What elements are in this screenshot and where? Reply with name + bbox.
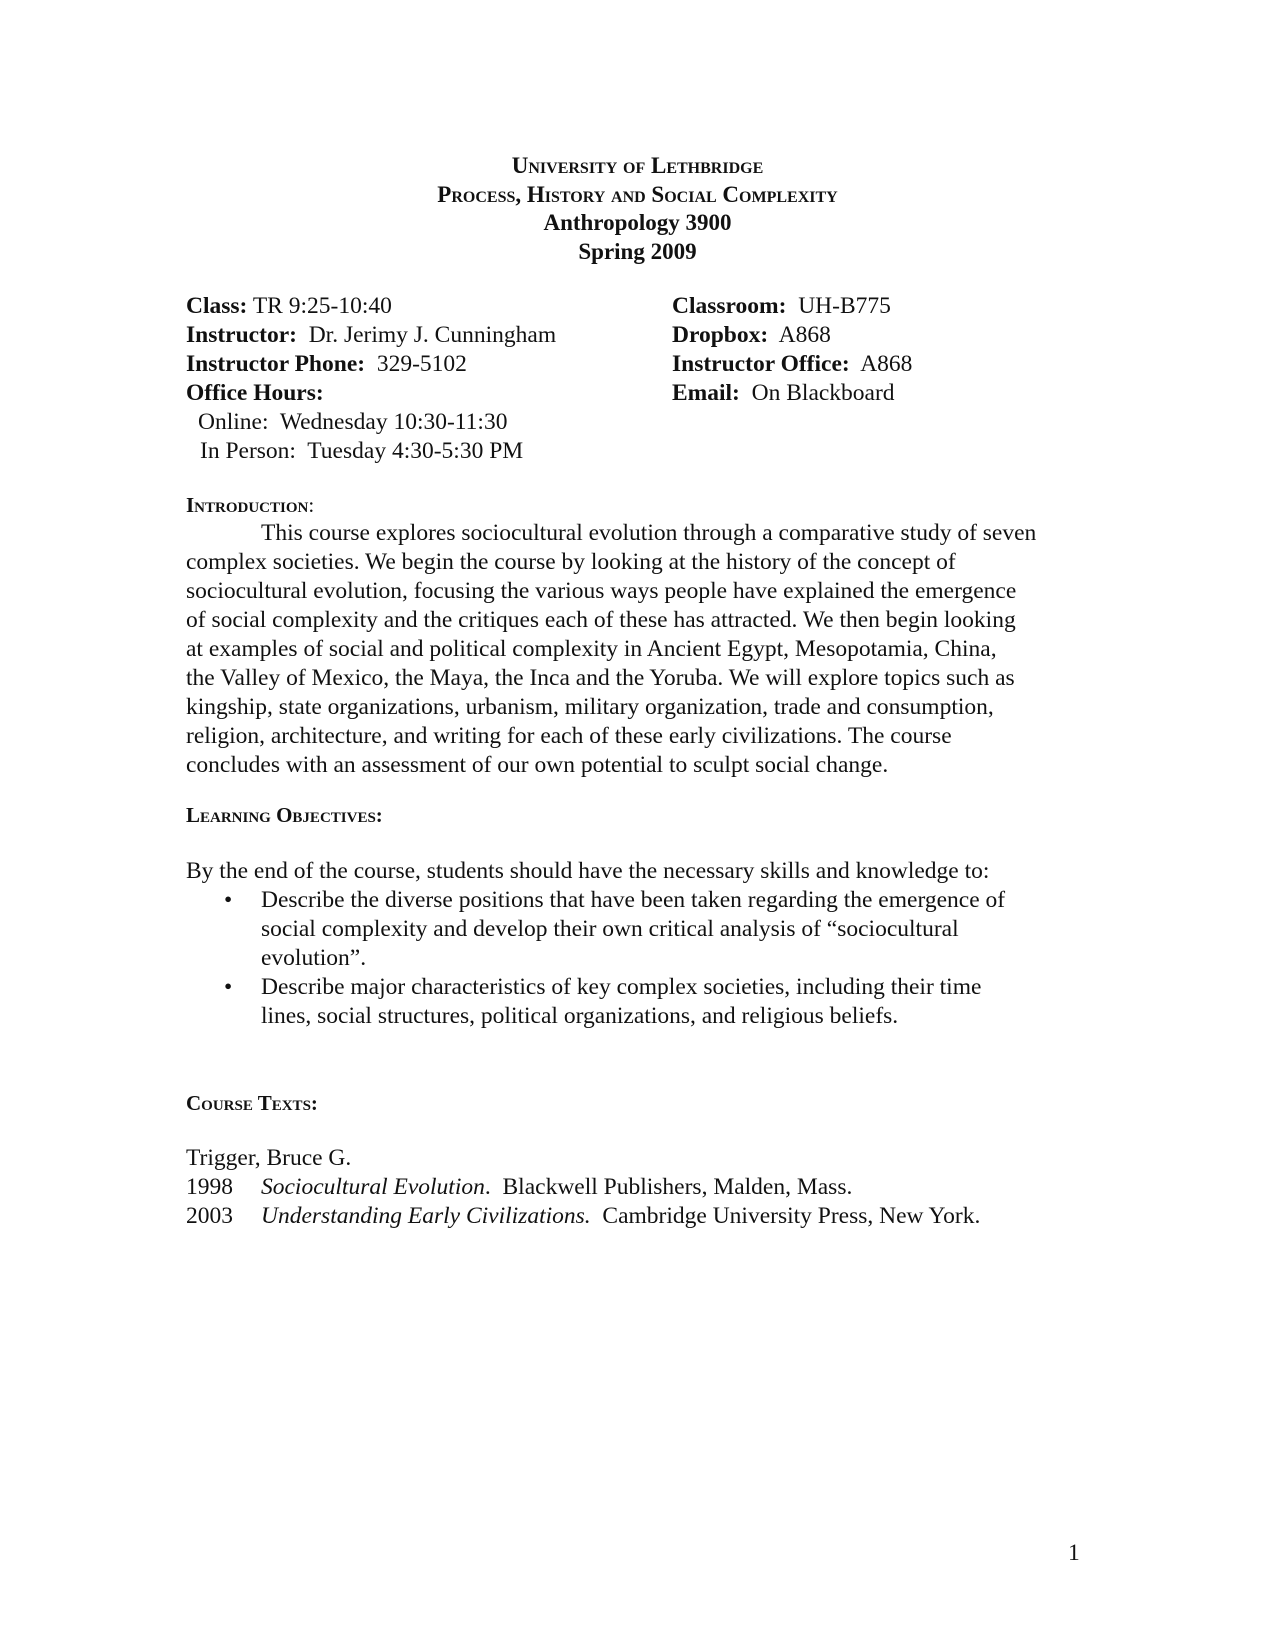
objective-line: social complexity and develop their own critical analysis of “sociocultural [261,916,959,942]
reference-entry [186,1173,980,1202]
online-hours-row [186,408,556,437]
instructor-office-value: A868 [860,351,913,377]
class-value: TR 9:25-10:40 [252,293,392,319]
learning-objectives-intro [186,857,1086,886]
introduction-heading [186,491,314,519]
class-row [186,292,556,321]
reference-title: Sociocultural Evolution [261,1174,485,1200]
in-person-label: In Person: [200,438,296,464]
bullet-icon: • [224,887,233,913]
course-info-left [186,292,556,466]
objectives-intro-text: By the end of the course, students should have the necessary skills and knowledge to: [186,858,990,884]
objective-line: Describe major characteristics of key complex societies, including their time [261,974,982,1000]
course-texts-heading: Course Texts: [186,1091,318,1115]
online-value: Wednesday 10:30-11:30 [279,409,508,435]
instructor-office-row [672,350,912,379]
office-hours-row [186,379,556,408]
learning-objectives-heading: Learning Objectives: [186,803,383,827]
reference-publisher: Blackwell Publishers, Malden, Mass. [490,1174,853,1200]
objective-line: lines, social structures, political organizations, and religious beliefs. [261,1003,899,1029]
email-value: On Blackboard [751,380,895,406]
course-info-right [672,292,912,408]
phone-row [186,350,556,379]
class-label: Class: [186,293,248,319]
learning-objectives-list [186,886,1086,1031]
instructor-label: Instructor: [186,322,297,348]
in-person-hours-row [186,437,556,466]
reference-publisher: Cambridge University Press, New York. [590,1203,981,1229]
classroom-value: UH-B775 [798,293,891,319]
reference-title-suffix: . [484,1174,491,1200]
course-title: Process, History and Social Complexity [437,181,838,207]
document-header [0,152,1275,266]
introduction-heading-text: Introduction [186,493,309,517]
email-row [672,379,912,408]
email-label: Email: [672,380,740,406]
reference-year: 2003 [186,1203,233,1229]
course-number: Anthropology 3900 [543,210,732,235]
dropbox-label: Dropbox: [672,322,769,348]
paragraph-line: the Valley of Mexico, the Maya, the Inca and the Yoruba. We will explore topics such as [186,665,1015,691]
paragraph-line: at examples of social and political complexity in Ancient Egypt, Mesopotamia, China, [186,636,997,662]
paragraph-line: complex societies. We begin the course by looking at the history of the concept of [186,549,956,575]
objective-item [186,886,1086,973]
office-hours-label: Office Hours: [186,380,324,406]
online-label: Online: [198,409,269,435]
reference-author: Trigger, Bruce G. [186,1145,352,1171]
introduction-heading-colon: : [308,493,315,517]
paragraph-line: sociocultural evolution, focusing the various ways people have explained the emergence [186,578,1017,604]
phone-value: 329-5102 [376,351,467,377]
reference-year: 1998 [186,1174,233,1200]
dropbox-value: A868 [778,322,831,348]
objective-line: Describe the diverse positions that have been taken regarding the emergence of [261,887,1006,913]
objective-line: evolution”. [261,945,367,971]
in-person-value: Tuesday 4:30-5:30 PM [307,438,524,464]
page-number: 1 [1068,1540,1080,1566]
instructor-office-label: Instructor Office: [672,351,850,377]
paragraph-line: of social complexity and the critiques each of these has attracted. We then begin looking [186,607,1016,633]
paragraph-line: kingship, state organizations, urbanism, military organization, trade and consumption, [186,694,994,720]
classroom-row [672,292,912,321]
course-term: Spring 2009 [578,238,697,264]
bullet-icon: • [224,974,233,1000]
university-name: University of Lethbridge [511,153,764,178]
classroom-label: Classroom: [672,293,787,319]
reference-entry [186,1202,980,1231]
course-texts-list [186,1144,980,1231]
dropbox-row [672,321,912,350]
reference-title: Understanding Early Civilizations. [261,1203,591,1229]
introduction-paragraph [186,519,1086,780]
paragraph-line: religion, architecture, and writing for each of these early civilizations. The course [186,723,952,749]
phone-label: Instructor Phone: [186,351,366,377]
paragraph-line: concludes with an assessment of our own potential to sculpt social change. [186,752,889,778]
objective-item [186,973,1086,1031]
instructor-row [186,321,556,350]
paragraph-line: This course explores sociocultural evolution through a comparative study of seven [261,520,1037,546]
instructor-value: Dr. Jerimy J. Cunningham [308,322,557,348]
